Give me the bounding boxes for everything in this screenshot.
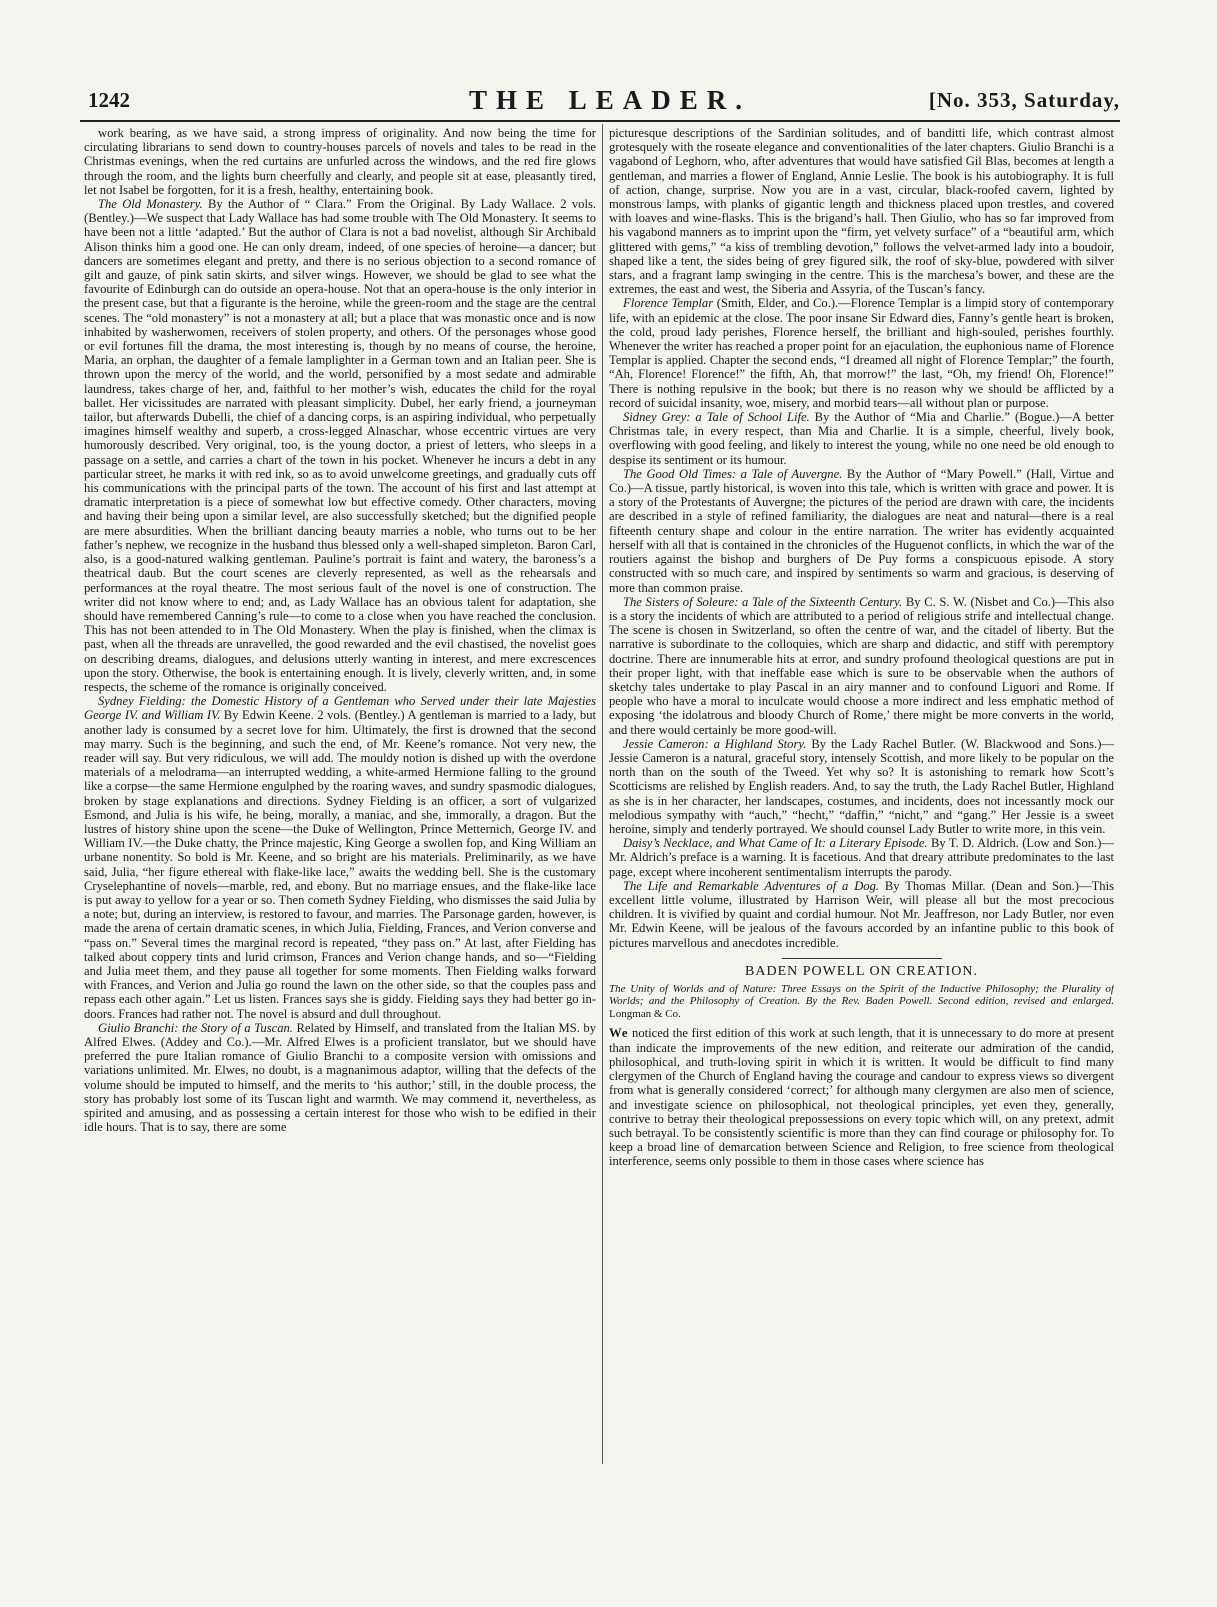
drop-cap: We	[609, 1026, 629, 1041]
review-paragraph	[609, 737, 1114, 836]
review-body: By T. D. Aldrich. (Low and Son.)—Mr. Aldrich’s preface is a warning. It is facetious. And that dreary attribute predominates to the last page, except where incoherent sentimentalism interrupts the parody.	[609, 836, 1114, 879]
review-body: By C. S. W. (Nisbet and Co.)—This also is a story the incidents of which are attributed to a period of religious strife and intellectual change. The scene is chosen in Switzerland, so often the centre of war, and the citadel of liberty. But the narrative is subordinate to the colloquies, which are sharp and didactic, and stiff with peremptory doctrine. There are innumerable hits at error, and sundry profound theological questions are put in their proper light, with that ineffable ease which is sure to be observable when the authors of sketchy tales undertake to play Pascal in an airy manner and to confound Liguori and Rome. If people who have a moral to inculcate would choose a more indirect and less emphatic method of exposing ‘the idolatrous and bloody Church of Rome,’ there might be more converts in the world, and there would certainly be more good-will.	[609, 594, 1114, 737]
book-citation: The Unity of Worlds and of Nature: Three Essays on the Spirit of the Inductive Philosophy; the Plurality of Worlds; and the Philosophy of Creation. By the Rev. Baden Powell. Second edition, revised and enlarged.	[609, 982, 1114, 1008]
header-rule	[80, 120, 1120, 122]
paragraph: picturesque descriptions of the Sardinian solitudes, and of banditti life, which contrast almost grotesquely with the roseate elegance and conventionalities of the later chapters. Giulio Branchi is a vagabond of Leghorn, who, after adventures that would have satisfied Gil Blas, becomes at length a gentleman, and marries a flower of England, Annie Leslie. The book is his autobiography. It is full of action, change, surprise. Now you are in a vast, circular, black-roofed cavern, lighted by monstrous lamps, with planks of gigantic length and thickness placed upon trestles, and covered with loaves and wine-flasks. This is the brigand’s hall. Then Giulio, who has so far improved from his vagabond manners as to imprint upon the “firm, yet velvety surface” of a “beautiful arm, which glittered with gems,” “a kiss of trembling devotion,” follows the velvet-armed lady into a boudoir, shaped like a tent, the sides being of grey figured silk, the roof of sky-blue, powdered with silver stars, and a fragrant lamp swinging in the centre. This is the marchesa’s bower, and these are the extremes, the east and west, the Siberia and Assyria, of the Tuscan’s fancy.	[609, 126, 1114, 297]
review-title: Sydney Fielding: the Domestic History of a Gentleman who Served under their late Majesties George IV. and William IV.	[84, 694, 596, 723]
right-column	[609, 126, 1114, 1466]
review-paragraph	[84, 694, 596, 1021]
section-rule	[782, 958, 942, 959]
review-paragraph	[609, 410, 1114, 467]
review-title: The Sisters of Soleure: a Tale of the Sixteenth Century.	[623, 594, 903, 609]
publisher: Longman & Co.	[609, 1007, 681, 1020]
review-body: By the Lady Rachel Butler. (W. Blackwood and Sons.)—Jessie Cameron is a natural, graceful story, intensely Scottish, and more likely to be popular on the north than on the south of the Tweed. Yet why so? It is astonishing to remark how Scott’s Scotticisms are relished by English readers. And, to say the truth, the Lady Rachel Butler, Highland as she is in her character, her landscapes, costumes, and incidents, does not incessantly mock our melodious sympathy with “auch,” “hecht,” “daffin,” “nicht,” and “gang.” Her Jessie is a sweet heroine, simply and tenderly portrayed. We should counsel Lady Butler to write more, in this vein.	[609, 736, 1114, 836]
review-title: The Life and Remarkable Adventures of a Dog.	[623, 878, 880, 893]
review-title: Jessie Cameron: a Highland Story.	[623, 736, 807, 751]
review-body: By Edwin Keene. 2 vols. (Bentley.) A gentleman is married to a lady, but another lady is consumed by a secret love for him. Ultimately, the first is drowned that the second may marry. Such is the beginning, and such the end, of Mr. Keene’s romance. Not very new, the reader will say. But very ridiculous, we will add. The mouldy notion is dished up with the overdone materials of a melodrama—an interrupted wedding, a white-armed Hermione falling to the ground like a corpse—the same Hermione engulphed by the roaring waves, and sundry spasmodic dialogues, broken by stage explanations and directions. Sydney Fielding is an officer, a sort of vulgarized Esmond, and Julia is his wife, he being, morally, a maniac, and she, immorally, a dragon. But the lustres of history shine upon the scene—the Duke of Wellington, Prince Metternich, George IV. and William IV.—the Duke chatty, the Prince majestic, King George a swollen fop, and King William an urbane nonentity. So bold is Mr. Keene, and so bright are his materials. Preliminarily, as we have said, Julia, “her figure ethereal with flake-like lace,” awaits the wedding bell. She is the customary Cryselephantine of novels—marble, red, and ebony. But no marriage ensues, and the flake-like lace is put away to yellow for a year or so. Then cometh Sydney Fielding, who dismisses the said Julia by a note; but, during an interview, is restored to favour, and marries. The Parsonage garden, however, is made the arena of certain dramatic scenes, in which Julia, Fielding, Frances, and Verion converse and “pass on.” Several times the marginal record is repeated, “they pass on.” At last, after Fielding has talked about coppery tints and lurid crimson, Frances and Verion change hands, and so—“Fielding and Julia meet them, and they pause all together for some moments. Then Fielding walks forward with Frances, and Verion and Julia go round the lawn on the other side, so that the couples pass and repass each other again.” Let us listen. Frances says she is giddy. Fielding says they had better go in-doors. Frances had rather not. The novel is absurd and dull throughout.	[84, 708, 596, 1021]
review-paragraph	[609, 879, 1114, 950]
review-title: Daisy’s Necklace, and What Came of It: a Literary Episode.	[623, 836, 928, 851]
review-paragraph	[609, 836, 1114, 879]
masthead-title: THE LEADER.	[468, 85, 752, 115]
review-body: By the Author of “Mary Powell.” (Hall, Virtue and Co.)—A tissue, partly historical, is woven into this tale, which is written with grace and power. It is a story of the Protestants of Auvergne; the pictures of the period are drawn with care, the incidents are described in a style of refined familiarity, the dialogues are neat and natural—there is a real fifteenth century shape and colour in the entire narration. The writer has evidently acquainted herself with all that is contained in the chronicles of the Huguenot conflicts, in which the war of the routiers against the bishop and burghers of De Puy forms a conspicuous episode. A story constructed with so much care, and inspired by sentiments so warm and gracious, is deserving of more than common praise.	[609, 466, 1114, 595]
review-body: By the Author of “ Clara.” From the Original. By Lady Wallace. 2 vols. (Bentley.)—We suspect that Lady Wallace has had some trouble with The Old Monastery. It seems to have been not a little ‘adapted.’ But the author of Clara is not a bad novelist, although Sir Archibald Alison thinks him a good one. He can only dream, indeed, of one species of heroine—a dancer; but dancers are sometimes elegant and pretty, and there is no serious objection to a second romance of gilt and gauze, of pink satin skirts, and silver wings. However, we should be glad to see what the favourite of Edinburgh can do outside an opera-house. Not that an opera-house is the only interior in the present case, but that a figurante is the heroine, while the green-room and the stage are the central scenes. The “old monastery” is not a monastery at all; but a place that was monastic once and is now inhabited by washerwomen, receivers of stolen property, and others. Of the personages whose good or evil fortunes fill the drama, the most interesting is, though by no means of course, the heroine, Maria, an orphan, the daughter of a female lamplighter in a German town and an Italian peer. She is thrown upon the mercy of the world, and the world, personified by a most sedate and admirable laundress, takes charge of her, and, faithful to her mother’s wish, educates the child for the royal ballet. Her vicissitudes are narrated with pleasant simplicity. Dubel, her early friend, a journeyman tailor, but afterwards Dubelli, the chief of a dancing corps, is an aspiring individual, who perpetually imagines himself wealthy and superb, a cross-legged Alnaschar, whose eccentric virtues are very humorously described. Very original, too, is the young doctor, a priest of letters, who sleeps in a passage on a settle, and carries a chart of the town in his pocket. Whenever he incurs a debt in any particular street, he marks it with red ink, so as to avoid unwelcome greetings, and gradually cuts off his communications with the principal parts of the town. The account of his first and last attempt at dramatic interpretation is a piece of somewhat low but effective comedy. Other characters, moving and having their being upon a similar level, are also successfully sketched; but the dignified people are mere absurdities. When the brilliant dancing beauty marries a noble, who turns out to be her father’s nephew, we recognize in the husband thus blessed only a well-shaped simpleton. Baron Carl, also, is a good-natured walking gentleman. Pauline’s portrait is faint and watery, the baroness’s a theatrical daub. But the court scenes are cleverly represented, as well as the rehearsals and performances at the royal theatre. The most serious fault of the novel is one of construction. The writer did not know where to end; and, as Lady Wallace has an obvious talent for adaptation, she should have remembered Canning’s rule—to come to a close when you have reached the conclusion. This has not been attended to in The Old Monastery. When the play is finished, when the climax is past, when all the threads are unravelled, the good rewarded and the evil chastised, the novelist goes on describing dreams, dialogues, and delusions utterly wanting in interest, and mere excrescences upon the story. Otherwise, the book is entertaining enough. It is lively, cleverly written, and, in some respects, the scheme of the romance is originally conceived.	[84, 197, 596, 694]
section-paragraph	[609, 1026, 1114, 1168]
review-paragraph	[84, 197, 596, 694]
left-column	[84, 126, 596, 1466]
review-title: Sidney Grey: a Tale of School Life.	[623, 410, 810, 425]
section-body: noticed the first edition of this work at such length, that it is unnecessary to do more at present than indicate the improvements of the new edition, and reiterate our admiration of the candid, philosophical, and truth-loving spirit in which it is written. It would be difficult to find many clergymen of the Church of England having the courage and candour to express views so divergent from what is generally considered ‘correct;’ for although many clergymen are also men of science, and investigate science on philosophical, not theological principles, yet even they, generally, contrive to betray their theological prepossessions on every topic which will, on any pretext, admit such betrayal. To be consistently scientific is more than they can find courage or philosophy for. To keep a broad line of demarcation between Science and Religion, to free science from theological interference, seems only possible to them in those cases where science has	[609, 1026, 1114, 1169]
review-body: Related by Himself, and translated from the Italian MS. by Alfred Elwes. (Addey and Co.).—Mr. Alfred Elwes is a proficient translator, but we should have preferred the pure Italian romance of Giulio Branchi to a composite version with omissions and variations unlimited. Mr. Elwes, no doubt, is a magnanimous adaptor, willing that the defects of the volume should be imputed to himself, and the merits to ‘his author;’ still, in the double process, the story has probably lost some of its Tuscan light and warmth. We may commend it, nevertheless, as spirited and amusing, and as possessing a certain interest for those who wish to be edified in their idle hours. That is to say, there are some	[84, 1020, 596, 1135]
section-subheading	[609, 983, 1114, 1021]
review-body: By Thomas Millar. (Dean and Son.)—This excellent little volume, illustrated by Harrison Weir, will please all but the most precocious children. It is vivified by quaint and cordial humour. Not Mr. Jeaffreson, nor Lady Butler, nor even Mr. Edwin Keene, will be jealous of the favours accorded by an infantine public to this book of pictures marvellous and anecdotes incredible.	[609, 878, 1114, 950]
review-paragraph	[609, 467, 1114, 595]
review-body: By the Author of “Mia and Charlie.” (Bogue.)—A better Christmas tale, in every respect, than Mia and Charlie. It is a simple, cheerful, lively book, overflowing with good feeling, and likely to interest the young, while no one need be old enough to despise its sentiment or its humour.	[609, 410, 1114, 467]
section-heading: BADEN POWELL ON CREATION.	[745, 963, 978, 979]
review-paragraph	[609, 595, 1114, 737]
column-divider	[602, 124, 603, 1464]
paragraph: work bearing, as we have said, a strong impress of originality. And now being the time for circulating librarians to send down to country-houses parcels of novels and tales to be read in the Christmas evenings, when the red curtains are unfurled across the windows, and the red fire glows through the room, and the lights burn cheerfully and clearly, and people sit at ease, pleasantly tired, let not Isabel be forgotten, for it is a fresh, healthy, entertaining book.	[84, 126, 596, 197]
review-title: The Good Old Times: a Tale of Auvergne.	[623, 466, 843, 481]
page-number: 1242	[88, 88, 130, 112]
review-body: (Smith, Elder, and Co.).—Florence Templar is a limpid story of contemporary life, with an epidemic at the close. The poor insane Sir Edward dies, Fanny’s gentle heart is broken, the cold, proud lady perishes, Florence herself, the brilliant and high-souled, perishes fourthly. Whenever the writer has reached a proper point for an ejaculation, the euphonious name of Florence Templar is applied. Chapter the second ends, “I dreamed all night of Florence Templar;” the fourth, “Ah, Florence! Florence!” the fifth, Ah, that morrow!” the last, “Oh, my friend! Oh, Florence!” There is nothing repulsive in the book; but there is no reason why we should be afflicted by a record of suicidal insanity, woe, misery, and morbid tears—all without plan or purpose.	[609, 296, 1114, 410]
review-paragraph	[609, 296, 1114, 410]
review-title: Giulio Branchi: the Story of a Tuscan.	[98, 1020, 293, 1035]
review-paragraph	[84, 1021, 596, 1135]
page-header	[80, 82, 1120, 122]
review-title: The Old Monastery.	[98, 197, 203, 212]
issue-info: [No. 353, Saturday,	[928, 88, 1120, 112]
review-title: Florence Templar	[623, 296, 714, 311]
